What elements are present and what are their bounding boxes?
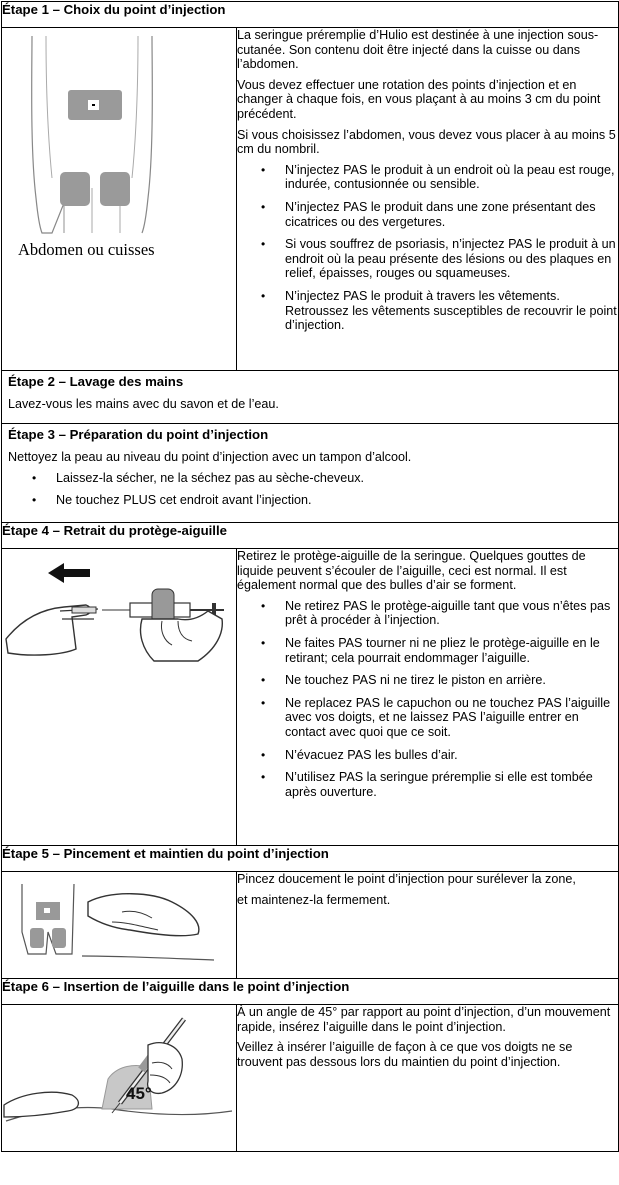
- step-1-paragraph: Vous devez effectuer une rotation des points d’injection et en changer à chaque fois, en vous plaçant à au moins 3 cm du point précédent.: [237, 77, 601, 121]
- bullet-item: • Ne touchez PLUS cet endroit avant l’injection.: [8, 493, 612, 508]
- insert-needle-illustration: [2, 1005, 237, 1151]
- bullet-item: • N’injectez PAS le produit à un endroit où la peau est rouge, indurée, contusionnée ou sensible.: [237, 163, 618, 192]
- illustration-caption: Abdomen ou cuisses: [18, 240, 155, 259]
- step-3-text: Nettoyez la peau au niveau du point d’injection avec un tampon d’alcool.: [8, 450, 412, 464]
- step-5-body-row: [2, 872, 619, 979]
- arrow-left-icon: [48, 563, 90, 583]
- bullet-item: • N’injectez PAS le produit à travers les vêtements. Retroussez les vêtements susceptibles de recouvrir le point d’injection.: [237, 289, 618, 333]
- pinch-skin-illustration: [2, 872, 237, 978]
- right-thigh-zone: [100, 172, 130, 206]
- step-5-paragraph: Pincez doucement le point d’injection pour surélever la zone,: [237, 872, 576, 886]
- step-4-paragraph: Retirez le protège-aiguille de la seringue. Quelques gouttes de liquide peuvent s’écouler de l’aiguille, ceci est normal. Il est également normal que des bulles d’air se forment.: [237, 549, 586, 593]
- remove-needle-cap-illustration: [2, 549, 237, 669]
- step-1-paragraph: La seringue préremplie d’Hulio est destinée à une injection sous-cutanée. Son contenu doit être injecté dans la cuisse ou dans l’abdomen.: [237, 28, 599, 72]
- bullet-item: • Ne faites PAS tourner ni ne pliez le protège-aiguille en le retirant; cela pourrait endommager l’aiguille.: [237, 636, 618, 665]
- step-5-title: Étape 5 – Pincement et maintien du point d’injection: [2, 846, 619, 872]
- step-5-header-row: [2, 846, 619, 872]
- step-5-illustration: [2, 872, 237, 979]
- step-3-bullet-list: [8, 471, 612, 508]
- step-1-header-row: [2, 2, 619, 28]
- step-2-text: Lavez-vous les mains avec du savon et de l’eau.: [8, 397, 279, 411]
- left-thigh-zone: [60, 172, 90, 206]
- step-1-body-row: [2, 28, 619, 371]
- bullet-item: • Si vous souffrez de psoriasis, n’injectez PAS le produit à un endroit où la peau présente des lésions ou des plaques en relief, épaisses, rouges ou squameuses.: [237, 237, 618, 281]
- angle-label: 45°: [126, 1084, 152, 1103]
- step-2-row: [2, 371, 619, 424]
- bullet-item: • N’utilisez PAS la seringue préremplie si elle est tombée après ouverture.: [237, 770, 618, 799]
- step-6-illustration: [2, 1005, 237, 1152]
- step-3-title: Étape 3 – Préparation du point d’injection: [8, 427, 269, 442]
- step-6-title: Étape 6 – Insertion de l’aiguille dans le point d’injection: [2, 979, 619, 1005]
- steps-table: [1, 1, 619, 1152]
- bullet-item: • Ne touchez PAS ni ne tirez le piston en arrière.: [237, 673, 618, 688]
- bullet-item: • Ne retirez PAS le protège-aiguille tant que vous n’êtes pas prêt à procéder à l’injection.: [237, 599, 618, 628]
- bullet-item: • Ne replacez PAS le capuchon ou ne touchez PAS l’aiguille avec vos doigts, et ne laissez PAS l’aiguille entrer en contact avec quoi que ce soit.: [237, 696, 618, 740]
- bullet-item: • Laissez-la sécher, ne la séchez pas au sèche-cheveux.: [8, 471, 612, 486]
- step-6-text: [237, 1005, 619, 1152]
- step-4-text: [237, 549, 619, 846]
- step-2-title: Étape 2 – Lavage des mains: [8, 374, 184, 389]
- step-6-header-row: [2, 979, 619, 1005]
- step-2-cell: [2, 371, 619, 424]
- step-1-text: [237, 28, 619, 371]
- step-6-paragraph: À un angle de 45° par rapport au point d’injection, d’un mouvement rapide, insérez l’aiguille dans le point d’injection.: [237, 1005, 611, 1034]
- step-6-paragraph: Veillez à insérer l’aiguille de façon à ce que vos doigts ne se trouvent pas dessous lors du maintien du point d’injection.: [237, 1040, 573, 1069]
- step-1-title: Étape 1 – Choix du point d’injection: [2, 2, 619, 28]
- step-4-illustration: [2, 549, 237, 846]
- body-silhouette-illustration: [2, 28, 237, 370]
- step-1-bullet-list: [237, 163, 618, 333]
- step-4-body-row: [2, 549, 619, 846]
- bullet-item: • N’injectez PAS le produit dans une zone présentant des cicatrices ou des vergetures.: [237, 200, 618, 229]
- step-3-cell: [2, 424, 619, 523]
- step-4-bullet-list: [237, 599, 618, 800]
- step-3-row: [2, 424, 619, 523]
- step-4-title: Étape 4 – Retrait du protège-aiguille: [2, 523, 619, 549]
- step-1-paragraph: Si vous choisissez l’abdomen, vous devez vous placer à au moins 5 cm du nombril.: [237, 127, 616, 157]
- bullet-item: • N’évacuez PAS les bulles d’air.: [237, 748, 618, 763]
- step-1-illustration: [2, 28, 237, 371]
- step-5-text: [237, 872, 619, 979]
- step-6-body-row: [2, 1005, 619, 1152]
- instructions-sheet: [1, 1, 618, 1152]
- step-5-paragraph: et maintenez-la fermement.: [237, 892, 391, 907]
- step-4-header-row: [2, 523, 619, 549]
